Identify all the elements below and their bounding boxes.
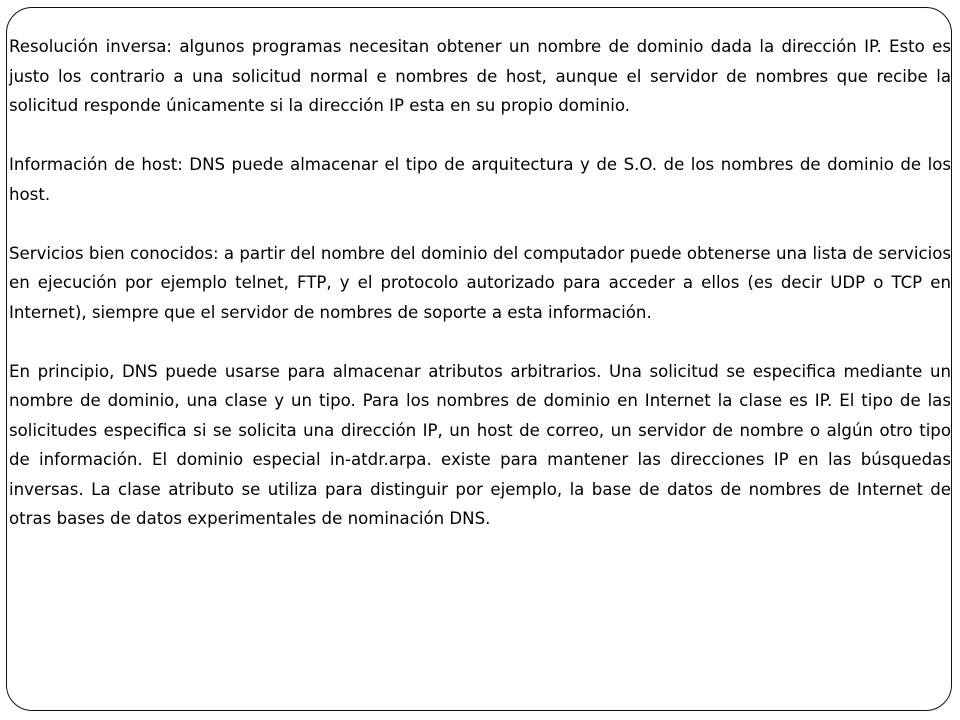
paragraph-well-known-services: Servicios bien conocidos: a partir del nombre del dominio del computador puede obtenerse una lista de servicios en ejecución por ejemplo telnet, FTP, y el protocolo autorizado para acceder a ellos (es decir UDP o TCP en Internet), siempre que el servidor de nombres de soporte a esta información. <box>9 243 951 322</box>
paragraph-dns-attributes: En principio, DNS puede usarse para almacenar atributos arbitrarios. Una solicitud se especifica mediante un nombre de dominio, una clase y un tipo. Para los nombres de dominio en Internet la clase es IP. El tipo de las solicitudes especifica si se solicita una dirección IP, un host de correo, un servidor de nombre o algún otro tipo de información. El dominio especial in-atdr.arpa. existe para mantener las direcciones IP en las búsquedas inversas. La clase atributo se utiliza para distinguir por ejemplo, la base de datos de nombres de Internet de otras bases de datos experimentales de nominación DNS. <box>9 361 951 528</box>
paragraph-host-information: Información de host: DNS puede almacenar el tipo de arquitectura y de S.O. de los nombres de dominio de los host. <box>9 155 951 204</box>
text-body <box>9 32 951 534</box>
paragraph-reverse-resolution: Resolución inversa: algunos programas necesitan obtener un nombre de dominio dada la dirección IP. Esto es justo los contrario a una solicitud normal e nombres de host, aunque el servidor de nombres que recibe la solicitud responde únicamente si la dirección IP esta en su propio dominio. <box>9 37 951 115</box>
